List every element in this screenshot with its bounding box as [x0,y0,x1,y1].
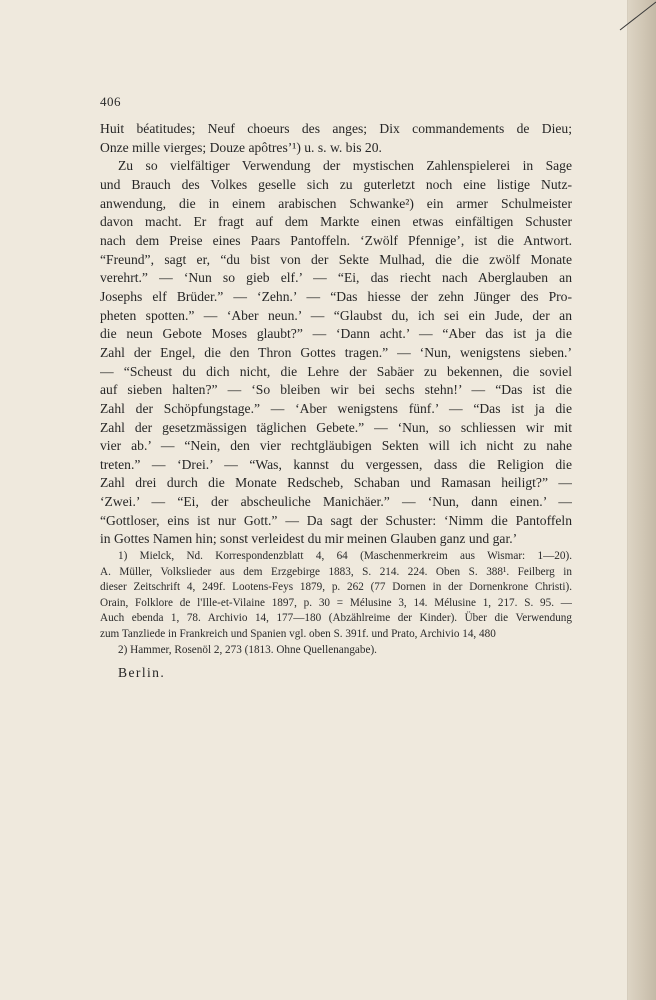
text-line: auf sieben halten?” — ‘So bleiben wir bei sechs stehn!’ — “Das ist die [100,382,572,398]
text-line: verehrt.” — ‘Nun so gieb elf.’ — “Ei, das riecht nach Aberglauben an [100,270,572,286]
text-line: “Freund”, sagt er, “du bist von der Sekte Mulhad, die die zwölf Monate [100,251,572,267]
text-line: Zahl drei durch die Monate Redscheb, Schaban und Ramasan heiligt?” — [100,475,572,491]
footnote-line: dieser Zeitschrift 4, 249f. Lootens-Feys 1879, p. 262 (77 Dornen in der Dornenkrone Christi). [100,581,572,594]
text-line: und Brauch des Volkes geselle sich zu guterletzt noch eine listige Nutz- [100,176,572,192]
text-line: Huit béatitudes; Neuf choeurs des anges; Dix commandements de Dieu; [100,121,572,136]
corner-fold-line [616,0,656,40]
text-line: Zahl der gesetzmässigen täglichen Gebete.” — ‘Nun, so schliessen wir mit [100,419,572,435]
text-line: davon macht. Er fragt auf dem Markte einen etwas einfältigen Schuster [100,214,572,230]
footnote-line: zum Tanzliede in Frankreich und Spanien vgl. oben S. 391f. und Prato, Archivio 14, 480 [100,627,496,640]
text-line: “Gottloser, eins ist nur Gott.” — Da sagt der Schuster: ‘Nimm die Pantoffeln [100,512,572,528]
text-line: pheten spotten.” — ‘Aber neun.’ — “Glaubst du, ich sei ein Jude, der an [100,307,572,323]
footnote-line: A. Müller, Volkslieder aus dem Erzgebirge 1883, S. 214. 224. Oben S. 388¹. Feilberg in [100,565,572,578]
text-line: Josephs elf Brüder.” — ‘Zehn.’ — “Das hiesse der zehn Jünger des Pro- [100,288,572,304]
page-number: 406 [100,94,121,109]
footnotes [100,549,572,658]
footnote-line: 2) Hammer, Rosenöl 2, 273 (1813. Ohne Quellenangabe). [118,643,377,656]
text-line: Zahl der Engel, die den Thron Gottes tragen.” — ‘Nun, wenigstens sieben.’ [100,344,572,360]
text-line: in Gottes Namen hin; sonst verleidest du mir meinen Glauben ganz und gar.’ [100,531,518,547]
text-line: nach dem Preise eines Paars Pantoffeln. ‘Zwölf Pfennige’, ist die Antwort. [100,232,572,248]
page-edge-strip [627,0,656,1000]
text-line: Zu so vielfältiger Verwendung der mystischen Zahlenspielerei in Sage [118,158,572,174]
body-text [100,120,572,549]
text-line: — “Scheust du dich nicht, die Lehre der Sabäer zu bekennen, die soviel [100,363,572,379]
text-line: treten.” — ‘Drei.’ — “Was, kannst du vergessen, dass die Religion die [100,456,572,472]
text-line: die neun Gebote Moses glaubt?” — ‘Dann acht.’ — “Aber das ist ja die [100,326,572,342]
text-line: Zahl der Schöpfungstage.” — ‘Aber wenigstens fünf.’ — “Das ist ja die [100,400,572,416]
text-line: anwendung, die in einem arabischen Schwanke²) ein armer Schulmeister [100,195,572,211]
text-line: vier ab.’ — “Nein, den vier rechtgläubigen Sekten will ich nicht zu nahe [100,438,572,454]
footnote-line: Auch ebenda 1, 78. Archivio 14, 177—180 (Abzählreime der Kinder). Über die Verwendung [100,612,572,625]
text-line: ‘Zwei.’ — “Ei, der abscheuliche Manichäer.” — ‘Nun, dann einen.’ — [100,494,572,510]
text-line: Onze mille vierges; Douze apôtres’¹) u. s. w. bis 20. [100,139,382,155]
place-signature: Berlin. [118,665,166,680]
footnote-line: Orain, Folklore de l'Ille-et-Vilaine 1897, p. 30 = Mélusine 3, 14. Mélusine 1, 217. S. 95. — [100,596,572,609]
footnote-line: 1) Mielck, Nd. Korrespondenzblatt 4, 64 (Maschenmerkreim aus Wismar: 1—20). [118,550,572,562]
